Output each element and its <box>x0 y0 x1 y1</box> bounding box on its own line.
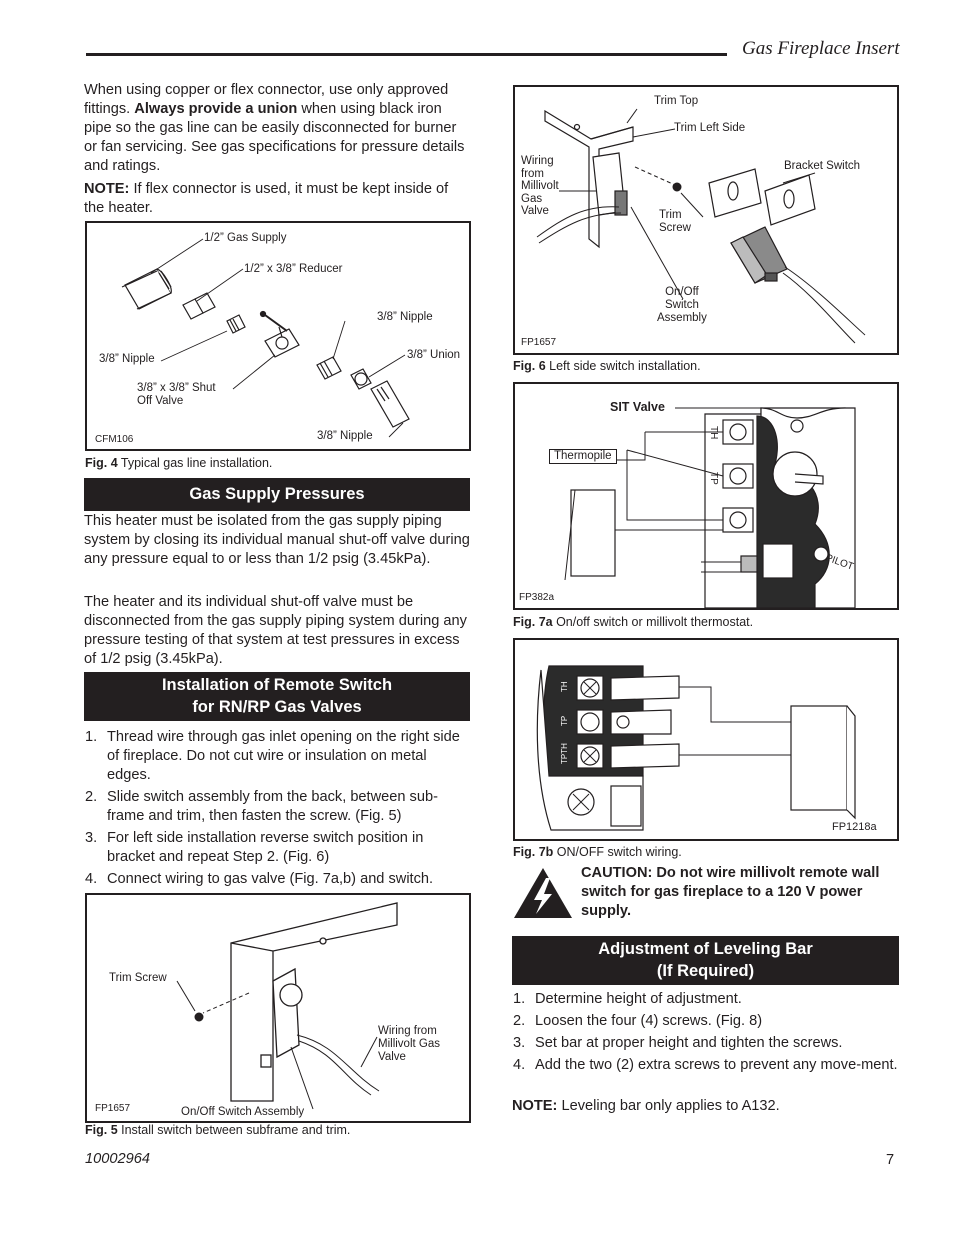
flex-connector-note: NOTE: If flex connector is used, it must be kept inside of the heater. <box>84 181 449 216</box>
gas-supply-paragraph-2: The heater and its individual shut-off valve must be disconnected from the gas supply piping system during any pressure testing of that system at test pressures in excess of 1/2 psig (3.45kPa). <box>84 594 467 667</box>
gas-supply-paragraph-1: This heater must be isolated from the gas supply piping system by closing its individual manual shut-off valve during any pressure equal to or less than 1/2 psig (3.45kPa). <box>84 513 470 567</box>
callout-union: 3/8” Union <box>407 349 461 361</box>
remote-switch-heading: Installation of Remote Switch for RN/RP Gas Valves <box>84 672 470 721</box>
leveling-step <box>513 1034 899 1053</box>
header-title: Gas Fireplace Insert <box>742 38 900 59</box>
step-text: For left side installation reverse switch position in bracket and repeat Step 2. (Fig. 6) <box>107 830 424 865</box>
callout-line: Valve <box>521 205 549 217</box>
remote-step <box>85 728 470 785</box>
callout-line: Wiring <box>521 155 554 167</box>
step-number: 1. <box>85 729 98 745</box>
step-number: 2. <box>513 1013 526 1029</box>
callout-trim-left-side: Trim Left Side <box>674 122 746 134</box>
fig4-caption: Fig. 4 Typical gas line installation. <box>85 456 273 470</box>
callout-nipple-right: 3/8” Nipple <box>377 311 433 323</box>
leveling-bar-heading: Adjustment of Leveling Bar (If Required) <box>512 936 899 985</box>
fig4-id: CFM106 <box>95 434 134 445</box>
callout-trim-top: Trim Top <box>654 95 699 107</box>
callout-wiring-from-valve <box>521 155 559 218</box>
fig7b-id: FP1218a <box>832 821 877 833</box>
callout-line: Screw <box>659 222 691 234</box>
sit-valve-illustration <box>515 384 897 608</box>
step-text: Determine height of adjustment. <box>535 991 742 1007</box>
leveling-step <box>513 1012 899 1031</box>
callout-shutoff-valve: 3/8” x 3/8” Shut Off Valve <box>137 382 216 407</box>
step-text: Connect wiring to gas valve (Fig. 7a,b) and switch. <box>107 871 434 887</box>
intro-paragraph: When using copper or flex connector, use only approved fittings. Always provide a union when using black iron pipe so the gas line can be easily disconnected for burner or fan servicing. See gas specifications for pressure details and ratings. <box>84 82 465 174</box>
callout-line: Switch <box>664 299 699 311</box>
terminal-label: TP <box>560 715 569 726</box>
leveling-step <box>513 1056 899 1075</box>
fig7a-sit-valve-diagram <box>513 382 899 610</box>
step-number: 4. <box>85 871 98 887</box>
callout-switch-assembly: On/Off Switch Assembly <box>181 1106 305 1118</box>
step-number: 3. <box>85 830 98 846</box>
gas-line-illustration <box>87 223 469 449</box>
fig6-id: FP1657 <box>521 337 557 348</box>
step-number: 4. <box>513 1057 526 1073</box>
terminal-label: TH <box>560 681 569 692</box>
step-text: Thread wire through gas inlet opening on the right side of fireplace. Do not cut wire or insulation on metal edges. <box>107 729 460 783</box>
page-number: 7 <box>886 1152 895 1168</box>
callout-wiring: Wiring from Millivolt Gas Valve <box>378 1025 440 1063</box>
callout-line: from <box>521 167 544 180</box>
terminal-label: TPTH <box>560 743 569 764</box>
caution-text: CAUTION: Do not wire millivolt remote wall switch for gas fireplace to a 120 V power supply. <box>581 865 880 919</box>
callout-line: On/Off <box>665 286 699 298</box>
remote-switch-steps <box>85 728 470 892</box>
step-number: 3. <box>513 1035 526 1051</box>
fig5-caption: Fig. 5 Install switch between subframe and trim. <box>85 1123 351 1137</box>
fig5-switch-installation <box>85 893 471 1123</box>
callout-gas-supply: 1/2” Gas Supply <box>204 232 287 244</box>
svg-text:TH: TH <box>708 426 719 440</box>
callout-line: Trim <box>659 209 682 221</box>
fig7a-id: FP382a <box>519 592 555 603</box>
document-number: 10002964 <box>85 1151 150 1167</box>
sit-valve-label: SIT Valve <box>610 400 665 414</box>
fig7b-switch-wiring <box>513 638 899 841</box>
svg-text:PILOT: PILOT <box>823 552 855 573</box>
step-text: Set bar at proper height and tighten the screws. <box>535 1035 843 1051</box>
remote-step <box>85 829 470 867</box>
fig6-caption: Fig. 6 Left side switch installation. <box>513 359 701 373</box>
fig7b-caption: Fig. 7b ON/OFF switch wiring. <box>513 845 682 859</box>
step-text: Loosen the four (4) screws. (Fig. 8) <box>535 1013 763 1029</box>
callout-trim-screw <box>659 209 691 235</box>
fig4-gas-line-diagram <box>85 221 471 451</box>
fig6-left-side-switch <box>513 85 899 355</box>
gas-supply-heading: Gas Supply Pressures <box>84 478 470 511</box>
electrical-hazard-icon <box>512 866 574 920</box>
callout-switch-assembly <box>657 286 707 325</box>
fig7a-caption: Fig. 7a On/off switch or millivolt thermostat. <box>513 615 754 629</box>
step-text: Add the two (2) extra screws to prevent any move-ment. <box>535 1057 898 1073</box>
callout-bracket-switch: Bracket Switch <box>784 160 861 172</box>
callout-reducer: 1/2” x 3/8” Reducer <box>244 263 343 275</box>
switch-install-illustration <box>87 895 469 1121</box>
remote-step <box>85 870 470 889</box>
leveling-steps <box>513 990 899 1078</box>
leveling-note: NOTE: Leveling bar only applies to A132. <box>512 1098 780 1114</box>
svg-text:TP: TP <box>708 472 719 485</box>
callout-line: Assembly <box>657 312 707 324</box>
callout-line: Gas <box>521 192 543 205</box>
fig5-id: FP1657 <box>95 1103 131 1114</box>
step-number: 2. <box>85 789 98 805</box>
remote-step <box>85 788 470 826</box>
thermopile-label: Thermopile <box>549 449 617 464</box>
step-number: 1. <box>513 991 526 1007</box>
callout-nipple-bottom: 3/8” Nipple <box>317 430 373 442</box>
switch-wiring-illustration <box>515 640 897 839</box>
header-rule <box>86 53 727 56</box>
leveling-step <box>513 990 899 1009</box>
callout-line: Millivolt <box>521 180 559 192</box>
callout-nipple-left: 3/8” Nipple <box>99 353 155 365</box>
step-text: Slide switch assembly from the back, between sub-frame and trim, then fasten the screw. (Fig. 5) <box>107 789 438 824</box>
callout-trim-screw: Trim Screw <box>109 972 167 984</box>
